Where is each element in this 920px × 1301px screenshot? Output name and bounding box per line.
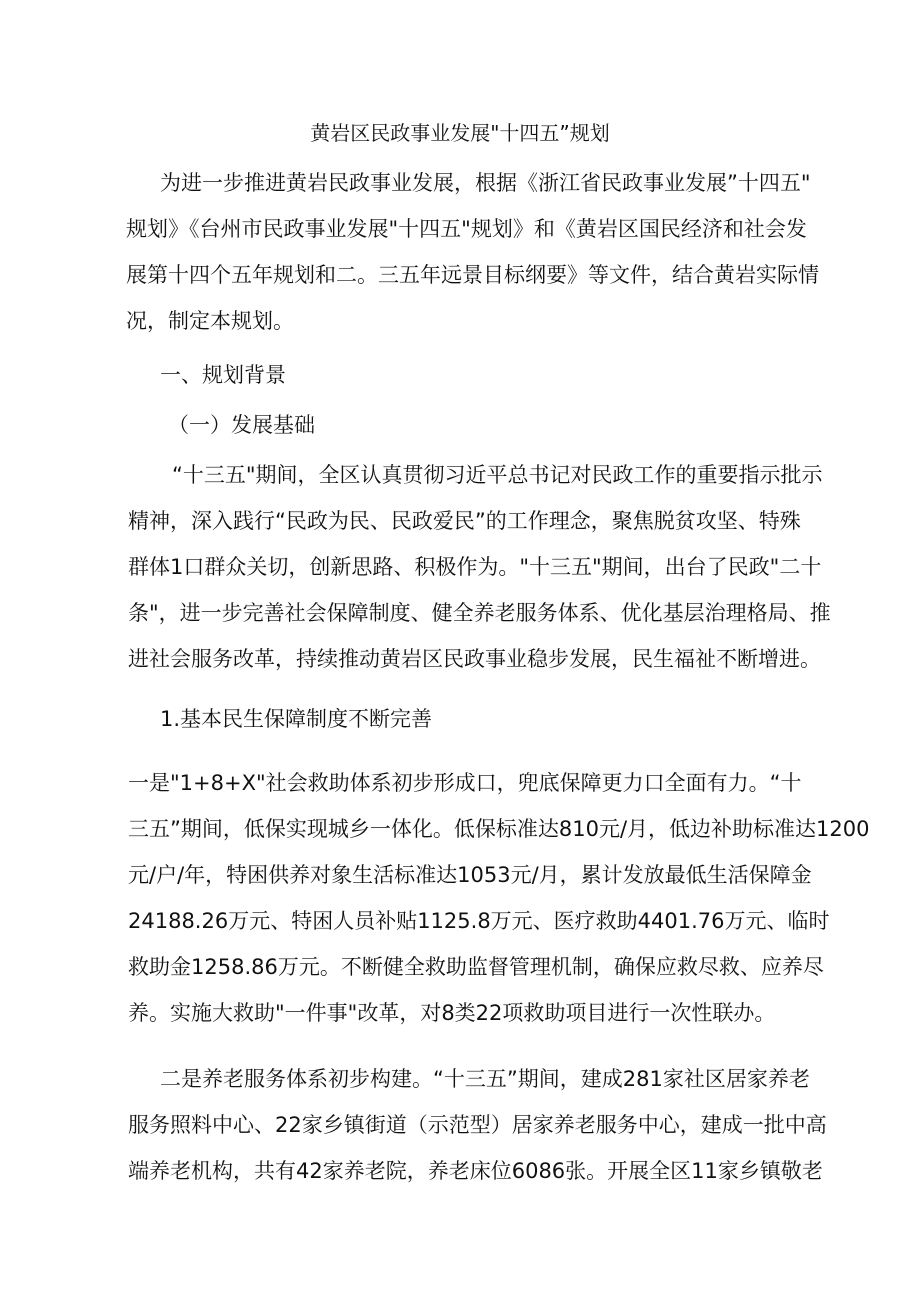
item-one-line-2: 三五”期间，低保实现城乡一体化。低保标准达810元/月，低边补助标准达1200 bbox=[128, 817, 870, 841]
item-one-line-6: 养。实施大救助"一件事"改革，对8类22项救助项目进行一次性联办。 bbox=[128, 1001, 776, 1025]
item-two-line-1: 二是养老服务体系初步构建。“十三五”期间，建成281家社区居家养老 bbox=[160, 1067, 810, 1091]
item-one-line-4: 24188.26万元、特困人员补贴1125.8万元、医疗救助4401.76万元、临时 bbox=[128, 909, 830, 933]
heading-basic-livelihood: 1.基本民生保障制度不断完善 bbox=[160, 707, 433, 731]
intro-line-3: 展第十四个五年规划和二。三五年远景目标纲要》等文件，结合黄岩实际情 bbox=[126, 263, 819, 287]
document-title: 黄岩区民政事业发展"十四五”规划 bbox=[310, 121, 610, 145]
item-one-line-1: 一是"1+8+X"社会救助体系初步形成口，兜底保障更力口全面有力。“十 bbox=[128, 771, 802, 795]
foundation-line-2: 精神，深入践行“民政为民、民政爱民”的工作理念，聚焦脱贫攻坚、特殊 bbox=[128, 509, 801, 533]
item-two-line-2: 服务照料中心、22家乡镇街道（示范型）居家养老服务中心，建成一批中高 bbox=[128, 1113, 827, 1137]
item-two-line-3: 端养老机构，共有42家养老院，养老床位6086张。开展全区11家乡镇敬老 bbox=[128, 1159, 823, 1183]
foundation-line-3: 群体1口群众关切，创新思路、积极作为。"十三五"期间，出台了民政"二十 bbox=[128, 555, 822, 579]
intro-line-1: 为进一步推进黄岩民政事业发展，根据《浙江省民政事业发展”十四五" bbox=[160, 171, 811, 195]
foundation-line-4: 条"，进一步完善社会保障制度、健全养老服务体系、优化基层治理格局、推 bbox=[128, 601, 831, 625]
item-one-line-3: 元/户/年，特困供养对象生活标准达1053元/月，累计发放最低生活保障金 bbox=[128, 863, 812, 887]
section-heading-background: 一、规划背景 bbox=[160, 363, 286, 387]
intro-line-2: 规划》《台州市民政事业发展"十四五"规划》和《黄岩区国民经济和社会发 bbox=[126, 217, 807, 241]
subsection-heading-foundation: （一）发展基础 bbox=[168, 413, 315, 437]
item-one-line-5: 救助金1258.86万元。不断健全救助监督管理机制，确保应救尽救、应养尽 bbox=[128, 955, 824, 979]
foundation-line-1: “十三五"期间，全区认真贯彻习近平总书记对民政工作的重要指示批示 bbox=[172, 463, 823, 487]
foundation-line-5: 进社会服务改革，持续推动黄岩区民政事业稳步发展，民生福祉不断增进。 bbox=[128, 647, 821, 671]
intro-line-4: 况，制定本规划。 bbox=[126, 309, 294, 333]
